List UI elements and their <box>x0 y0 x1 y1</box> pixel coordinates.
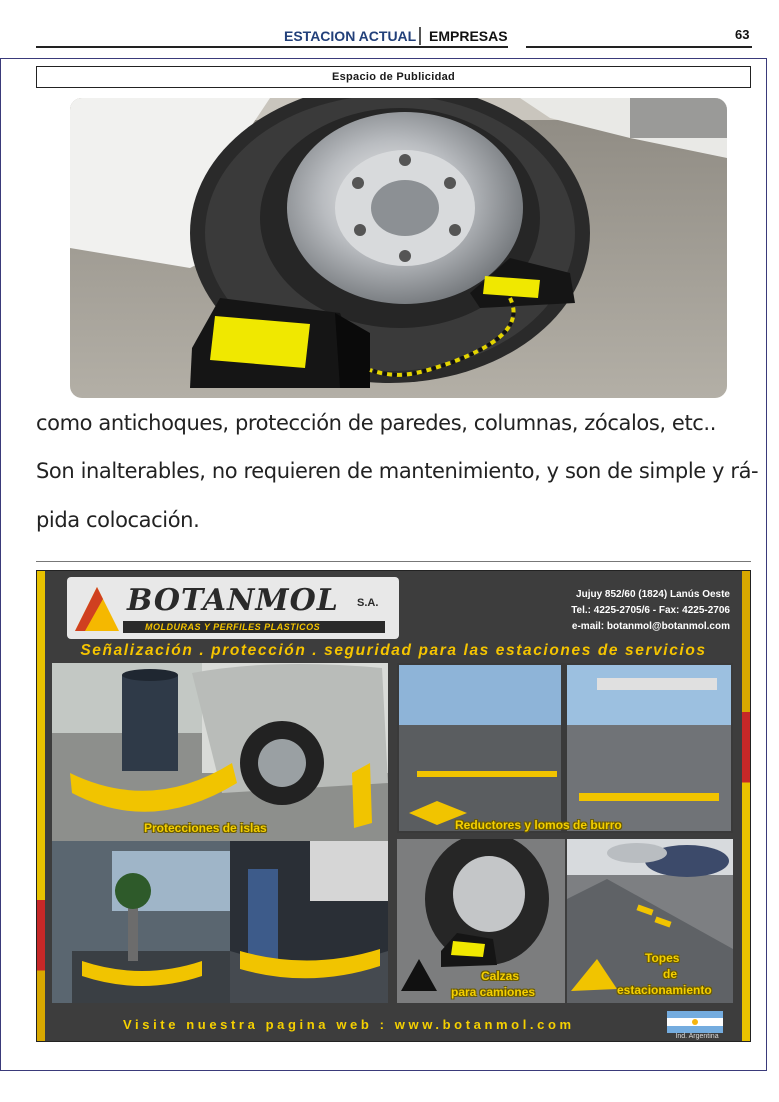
botanmol-logo <box>67 577 399 639</box>
page-frame-right <box>766 58 767 1070</box>
website-banner: Visite nuestra pagina web : www.botanmol.com <box>123 1017 575 1032</box>
section-title: EMPRESAS <box>429 28 508 44</box>
tile-island-photo-3 <box>230 841 388 1003</box>
tile-parking-stops <box>567 839 733 1003</box>
label-parking-stops-2: de <box>663 967 678 981</box>
label-island-protection: Protecciones de islas <box>144 821 267 835</box>
section-divider <box>36 561 751 562</box>
origin-label: Ind. Argentina <box>675 1033 719 1040</box>
ad-slogan: Señalización . protección . seguridad para las estaciones de servicios <box>80 642 707 659</box>
address: Jujuy 852/60 (1824) Lanús Oeste <box>576 589 730 600</box>
page-frame-left <box>0 58 1 1070</box>
body-text-line-2: Son inalterables, no requieren de mantenimiento, y son de simple y rá- <box>36 459 759 483</box>
phone-fax: Tel.: 4225-2705/6 - Fax: 4225-2706 <box>571 605 730 616</box>
header-rule-left <box>36 46 508 48</box>
tile-truck-chocks <box>397 839 565 1003</box>
label-truck-chocks-2: para camiones <box>451 985 536 999</box>
page-frame-bottom <box>0 1070 767 1071</box>
body-text-line-3: pida colocación. <box>36 508 200 532</box>
label-parking-stops-1: Topes <box>645 951 680 965</box>
label-truck-chocks-1: Calzas <box>481 969 520 983</box>
header-rule-right <box>526 46 752 48</box>
page-frame-top <box>0 58 767 59</box>
contact-info <box>571 587 730 635</box>
header-separator <box>419 27 421 45</box>
brand-name: BOTANMOL <box>127 583 339 618</box>
botanmol-advertisement <box>36 570 751 1042</box>
brand-suffix: S.A. <box>357 597 379 609</box>
truck-wheel-chocks-photo <box>70 98 727 398</box>
tile-speed-bumps <box>397 663 733 833</box>
label-speed-bumps: Reductores y lomos de burro <box>455 818 622 832</box>
publication-title: ESTACION ACTUAL <box>284 28 417 44</box>
page-number: 63 <box>735 27 750 42</box>
body-text-line-1: como antichoques, protección de paredes, columnas, zócalos, etc.. <box>36 411 716 435</box>
label-parking-stops-3: estacionamiento <box>617 983 712 997</box>
email: e-mail: botanmol@botanmol.com <box>571 621 730 632</box>
tile-island-photo-2 <box>52 841 230 1003</box>
tile-island-protection <box>52 663 388 841</box>
brand-tagline: MOLDURAS Y PERFILES PLASTICOS <box>145 622 321 632</box>
advertising-space-label: Espacio de Publicidad <box>36 66 751 88</box>
